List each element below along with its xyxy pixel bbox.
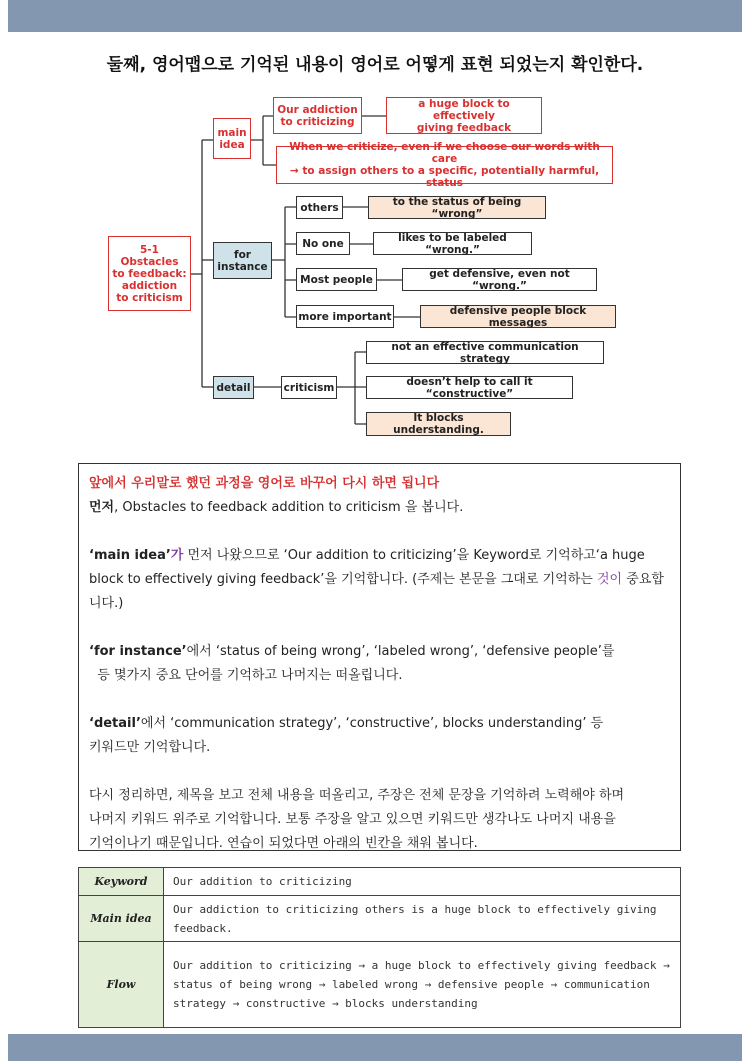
keyword-label: Keyword [79,868,164,896]
bottom-band [8,1034,742,1061]
table-row [79,868,681,896]
detail-item-criticism: criticism [281,376,337,399]
flow-value: Our addition to criticizing → a huge block to effectively giving feedback → status of being wrong → labeled wrong → defensive people → communication strategy → constructive → blocks understanding [164,942,681,1028]
detail-label: detail [213,376,254,399]
flow-label: Flow [79,942,164,1028]
main-idea-keyword-result: a huge block to effectively giving feedback [386,97,542,134]
main-idea-table-label: Main idea [79,896,164,942]
for-instance-item-more-important: more important [296,305,394,328]
explanation-detail-2: 키워드만 기억합니다. [89,740,211,755]
connector-for-instance-branch [272,207,296,317]
explanation-for-instance: ‘for instance’에서 ‘status of being wrong’, ‘labeled wrong’, ‘defensive people’를 [89,644,615,659]
for-instance-item-others: others [296,196,343,219]
summary-table [78,867,681,1028]
main-idea-table-value: Our addiction to criticizing others is a huge block to effectively giving feedback. [164,896,681,942]
main-idea-keyword: Our addiction to criticizing [273,97,362,134]
for-instance-detail-others: to the status of being “wrong” [368,196,546,219]
main-idea-label: main idea [213,118,251,159]
page-heading: 둘째, 영어맵으로 기억된 내용이 영어로 어떻게 표현 되었는지 확인한다. [106,55,644,75]
mindmap-root: 5-1 Obstacles to feedback: addiction to criticism [108,236,191,311]
connector-instance-details [343,207,420,317]
detail-constructive: doesn’t help to call it “constructive” [366,376,573,399]
explanation-intro: 앞에서 우리말로 했던 과정을 영어로 바꾸어 다시 하면 됩니다 [89,476,440,491]
for-instance-label: for instance [213,242,272,279]
explanation-for-instance-2: 등 몇가지 중요 단어를 기억하고 나머지는 떠올립니다. [89,668,403,683]
explanation-summary-3: 기억이나기 때문입니다. 연습이 되었다면 아래의 빈칸을 채워 봅니다. [89,836,478,851]
for-instance-item-no-one: No one [296,232,350,255]
explanation-detail: ‘detail’에서 ‘communication strategy’, ‘constructive’, blocks understanding’ 등 [89,716,604,731]
explanation-summary-1: 다시 정리하면, 제목을 보고 전체 내용을 떠올리고, 주장은 전체 문장을 기억하려 노력해야 하며 [89,788,625,803]
detail-strategy: not an effective communication strategy [366,341,604,364]
for-instance-detail-most-people: get defensive, even not “wrong.” [402,268,597,291]
for-instance-detail-no-one: likes to be labeled “wrong.” [373,232,532,255]
for-instance-detail-more-important: defensive people block messages [420,305,616,328]
explanation-summary-2: 나머지 키워드 위주로 기억합니다. 보통 주장을 알고 있으면 키워드만 생각나도 나머지 내용을 [89,812,616,827]
keyword-value: Our addition to criticizing [164,868,681,896]
explanation-box [78,463,681,851]
explanation-first: 먼저, Obstacles to feedback addition to criticism 을 봅니다. [89,500,464,515]
main-idea-sentence: When we criticize, even if we choose our words with care → to assign others to a specific, potentially harmful, status [276,146,613,184]
detail-blocks-understanding: It blocks understanding. [366,412,511,436]
table-row [79,942,681,1028]
for-instance-item-most-people: Most people [296,268,377,291]
table-row [79,896,681,942]
explanation-main-idea: ‘main idea’가 먼저 나왔으므로 ‘Our addition to criticizing’을 Keyword로 기억하고‘a huge block to effectively giving feedback’을 기억합니다. (주제는 본문을 그대로 기억하는 것이 중요합니다.) [89,548,664,611]
